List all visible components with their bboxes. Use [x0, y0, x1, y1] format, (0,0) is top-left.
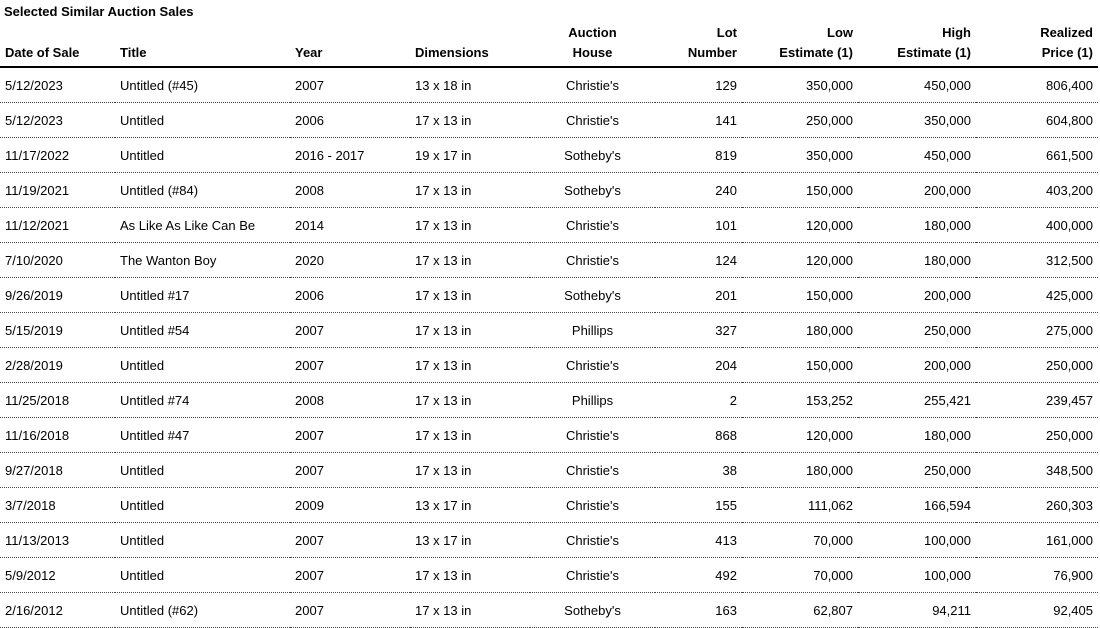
cell-auction-house: Christie's — [530, 418, 655, 453]
cell-title: The Wanton Boy — [115, 243, 290, 278]
cell-lot-number: 868 — [655, 418, 742, 453]
cell-date-of-sale: 9/27/2018 — [0, 453, 115, 488]
col-header-auction-house — [530, 23, 655, 67]
cell-realized-price: 161,000 — [976, 523, 1098, 558]
cell-year: 2007 — [290, 418, 410, 453]
table-row — [0, 103, 1098, 138]
cell-high-estimate: 250,000 — [858, 453, 976, 488]
cell-year: 2007 — [290, 593, 410, 628]
cell-low-estimate: 62,807 — [742, 593, 858, 628]
table-row — [0, 488, 1098, 523]
cell-lot-number: 101 — [655, 208, 742, 243]
col-header-title — [115, 23, 290, 67]
col-header-dimensions — [410, 23, 530, 67]
cell-dimensions: 19 x 17 in — [410, 138, 530, 173]
cell-dimensions: 17 x 13 in — [410, 383, 530, 418]
cell-auction-house: Phillips — [530, 313, 655, 348]
cell-dimensions: 17 x 13 in — [410, 313, 530, 348]
cell-dimensions: 17 x 13 in — [410, 348, 530, 383]
cell-lot-number: 492 — [655, 558, 742, 593]
col-header-line2: Title — [120, 45, 147, 60]
cell-date-of-sale: 11/17/2022 — [0, 138, 115, 173]
cell-year: 2007 — [290, 453, 410, 488]
cell-auction-house: Sotheby's — [530, 593, 655, 628]
cell-low-estimate: 180,000 — [742, 313, 858, 348]
cell-year: 2007 — [290, 523, 410, 558]
cell-year: 2008 — [290, 173, 410, 208]
cell-realized-price: 348,500 — [976, 453, 1098, 488]
cell-dimensions: 13 x 17 in — [410, 488, 530, 523]
cell-dimensions: 17 x 13 in — [410, 173, 530, 208]
cell-date-of-sale: 9/26/2019 — [0, 278, 115, 313]
cell-title: As Like As Like Can Be — [115, 208, 290, 243]
table-row — [0, 173, 1098, 208]
cell-year: 2016 - 2017 — [290, 138, 410, 173]
cell-title: Untitled #17 — [115, 278, 290, 313]
cell-auction-house: Christie's — [530, 243, 655, 278]
cell-date-of-sale: 11/12/2021 — [0, 208, 115, 243]
cell-date-of-sale: 2/16/2012 — [0, 593, 115, 628]
cell-title: Untitled — [115, 138, 290, 173]
cell-dimensions: 17 x 13 in — [410, 453, 530, 488]
cell-date-of-sale: 3/7/2018 — [0, 488, 115, 523]
header-row — [0, 23, 1098, 67]
cell-title: Untitled (#62) — [115, 593, 290, 628]
cell-realized-price: 425,000 — [976, 278, 1098, 313]
cell-year: 2007 — [290, 313, 410, 348]
cell-realized-price: 400,000 — [976, 208, 1098, 243]
cell-low-estimate: 153,252 — [742, 383, 858, 418]
cell-year: 2006 — [290, 103, 410, 138]
col-header-line2: Year — [295, 45, 323, 60]
table-row — [0, 278, 1098, 313]
col-header-line2: Estimate (1) — [897, 45, 971, 60]
cell-high-estimate: 200,000 — [858, 278, 976, 313]
cell-low-estimate: 350,000 — [742, 67, 858, 103]
cell-auction-house: Christie's — [530, 488, 655, 523]
cell-dimensions: 17 x 13 in — [410, 243, 530, 278]
cell-realized-price: 92,405 — [976, 593, 1098, 628]
cell-year: 2006 — [290, 278, 410, 313]
cell-title: Untitled — [115, 558, 290, 593]
cell-low-estimate: 120,000 — [742, 208, 858, 243]
page-title: Selected Similar Auction Sales — [4, 4, 194, 19]
table-row — [0, 138, 1098, 173]
cell-auction-house: Christie's — [530, 558, 655, 593]
cell-date-of-sale: 11/13/2013 — [0, 523, 115, 558]
cell-realized-price: 661,500 — [976, 138, 1098, 173]
cell-high-estimate: 94,211 — [858, 593, 976, 628]
cell-high-estimate: 200,000 — [858, 348, 976, 383]
col-header-line2: Number — [687, 45, 737, 60]
cell-lot-number: 38 — [655, 453, 742, 488]
cell-dimensions: 17 x 13 in — [410, 558, 530, 593]
col-header-date-of-sale — [0, 23, 115, 67]
col-header-line2: Dimensions — [415, 45, 489, 60]
cell-dimensions: 17 x 13 in — [410, 208, 530, 243]
table-row — [0, 558, 1098, 593]
table-row — [0, 243, 1098, 278]
cell-auction-house: Christie's — [530, 208, 655, 243]
cell-high-estimate: 180,000 — [858, 208, 976, 243]
cell-low-estimate: 70,000 — [742, 523, 858, 558]
cell-realized-price: 604,800 — [976, 103, 1098, 138]
cell-high-estimate: 100,000 — [858, 523, 976, 558]
cell-realized-price: 239,457 — [976, 383, 1098, 418]
cell-lot-number: 155 — [655, 488, 742, 523]
cell-date-of-sale: 2/28/2019 — [0, 348, 115, 383]
cell-high-estimate: 180,000 — [858, 418, 976, 453]
cell-lot-number: 819 — [655, 138, 742, 173]
cell-high-estimate: 100,000 — [858, 558, 976, 593]
cell-lot-number: 204 — [655, 348, 742, 383]
cell-auction-house: Christie's — [530, 348, 655, 383]
cell-lot-number: 327 — [655, 313, 742, 348]
cell-lot-number: 141 — [655, 103, 742, 138]
cell-year: 2009 — [290, 488, 410, 523]
cell-realized-price: 76,900 — [976, 558, 1098, 593]
cell-auction-house: Christie's — [530, 67, 655, 103]
table-row — [0, 383, 1098, 418]
cell-title: Untitled #47 — [115, 418, 290, 453]
cell-title: Untitled — [115, 523, 290, 558]
col-header-line2: House — [572, 45, 613, 60]
cell-lot-number: 163 — [655, 593, 742, 628]
cell-high-estimate: 180,000 — [858, 243, 976, 278]
cell-realized-price: 250,000 — [976, 418, 1098, 453]
table-body — [0, 67, 1098, 628]
col-header-line1: Auction — [568, 25, 617, 40]
cell-date-of-sale: 11/19/2021 — [0, 173, 115, 208]
cell-auction-house: Christie's — [530, 453, 655, 488]
cell-date-of-sale: 7/10/2020 — [0, 243, 115, 278]
col-header-line1: High — [942, 25, 971, 40]
cell-low-estimate: 150,000 — [742, 348, 858, 383]
cell-auction-house: Sotheby's — [530, 138, 655, 173]
cell-date-of-sale: 5/12/2023 — [0, 67, 115, 103]
col-header-realized-price — [976, 23, 1098, 67]
cell-low-estimate: 150,000 — [742, 173, 858, 208]
cell-low-estimate: 70,000 — [742, 558, 858, 593]
col-header-low-estimate — [742, 23, 858, 67]
cell-low-estimate: 350,000 — [742, 138, 858, 173]
col-header-line1: Realized — [1040, 25, 1093, 40]
cell-realized-price: 260,303 — [976, 488, 1098, 523]
cell-realized-price: 403,200 — [976, 173, 1098, 208]
cell-high-estimate: 200,000 — [858, 173, 976, 208]
cell-auction-house: Christie's — [530, 523, 655, 558]
cell-dimensions: 17 x 13 in — [410, 103, 530, 138]
cell-high-estimate: 450,000 — [858, 67, 976, 103]
cell-date-of-sale: 11/25/2018 — [0, 383, 115, 418]
cell-title: Untitled #74 — [115, 383, 290, 418]
cell-title: Untitled — [115, 103, 290, 138]
cell-title: Untitled — [115, 488, 290, 523]
cell-realized-price: 806,400 — [976, 67, 1098, 103]
cell-date-of-sale: 11/16/2018 — [0, 418, 115, 453]
cell-auction-house: Christie's — [530, 103, 655, 138]
cell-low-estimate: 120,000 — [742, 418, 858, 453]
cell-title: Untitled — [115, 453, 290, 488]
table-row — [0, 67, 1098, 103]
col-header-line1: Low — [827, 25, 853, 40]
col-header-line1: Lot — [716, 25, 737, 40]
cell-lot-number: 124 — [655, 243, 742, 278]
cell-high-estimate: 255,421 — [858, 383, 976, 418]
cell-date-of-sale: 5/15/2019 — [0, 313, 115, 348]
cell-low-estimate: 111,062 — [742, 488, 858, 523]
cell-dimensions: 17 x 13 in — [410, 418, 530, 453]
cell-dimensions: 13 x 17 in — [410, 523, 530, 558]
col-header-lot-number — [655, 23, 742, 67]
cell-dimensions: 17 x 13 in — [410, 593, 530, 628]
cell-date-of-sale: 5/12/2023 — [0, 103, 115, 138]
col-header-high-estimate — [858, 23, 976, 67]
col-header-line2: Estimate (1) — [779, 45, 853, 60]
cell-high-estimate: 450,000 — [858, 138, 976, 173]
cell-year: 2007 — [290, 558, 410, 593]
cell-lot-number: 413 — [655, 523, 742, 558]
cell-date-of-sale: 5/9/2012 — [0, 558, 115, 593]
cell-title: Untitled (#84) — [115, 173, 290, 208]
cell-low-estimate: 250,000 — [742, 103, 858, 138]
table-row — [0, 453, 1098, 488]
cell-lot-number: 129 — [655, 67, 742, 103]
col-header-year — [290, 23, 410, 67]
cell-year: 2007 — [290, 348, 410, 383]
cell-year: 2008 — [290, 383, 410, 418]
cell-year: 2020 — [290, 243, 410, 278]
cell-realized-price: 250,000 — [976, 348, 1098, 383]
cell-low-estimate: 120,000 — [742, 243, 858, 278]
col-header-line2: Price (1) — [1041, 45, 1093, 60]
cell-realized-price: 312,500 — [976, 243, 1098, 278]
cell-dimensions: 13 x 18 in — [410, 67, 530, 103]
cell-lot-number: 201 — [655, 278, 742, 313]
cell-year: 2014 — [290, 208, 410, 243]
auction-sales-table — [0, 23, 1098, 628]
cell-title: Untitled (#45) — [115, 67, 290, 103]
cell-auction-house: Sotheby's — [530, 173, 655, 208]
cell-dimensions: 17 x 13 in — [410, 278, 530, 313]
cell-low-estimate: 180,000 — [742, 453, 858, 488]
cell-lot-number: 240 — [655, 173, 742, 208]
cell-title: Untitled — [115, 348, 290, 383]
cell-high-estimate: 166,594 — [858, 488, 976, 523]
table-row — [0, 208, 1098, 243]
cell-high-estimate: 350,000 — [858, 103, 976, 138]
table-row — [0, 418, 1098, 453]
table-row — [0, 313, 1098, 348]
cell-year: 2007 — [290, 67, 410, 103]
cell-title: Untitled #54 — [115, 313, 290, 348]
cell-lot-number: 2 — [655, 383, 742, 418]
cell-auction-house: Sotheby's — [530, 278, 655, 313]
cell-high-estimate: 250,000 — [858, 313, 976, 348]
table-row — [0, 593, 1098, 628]
cell-low-estimate: 150,000 — [742, 278, 858, 313]
table-row — [0, 523, 1098, 558]
cell-realized-price: 275,000 — [976, 313, 1098, 348]
cell-auction-house: Phillips — [530, 383, 655, 418]
col-header-line2: Date of Sale — [5, 45, 80, 60]
table-row — [0, 348, 1098, 383]
